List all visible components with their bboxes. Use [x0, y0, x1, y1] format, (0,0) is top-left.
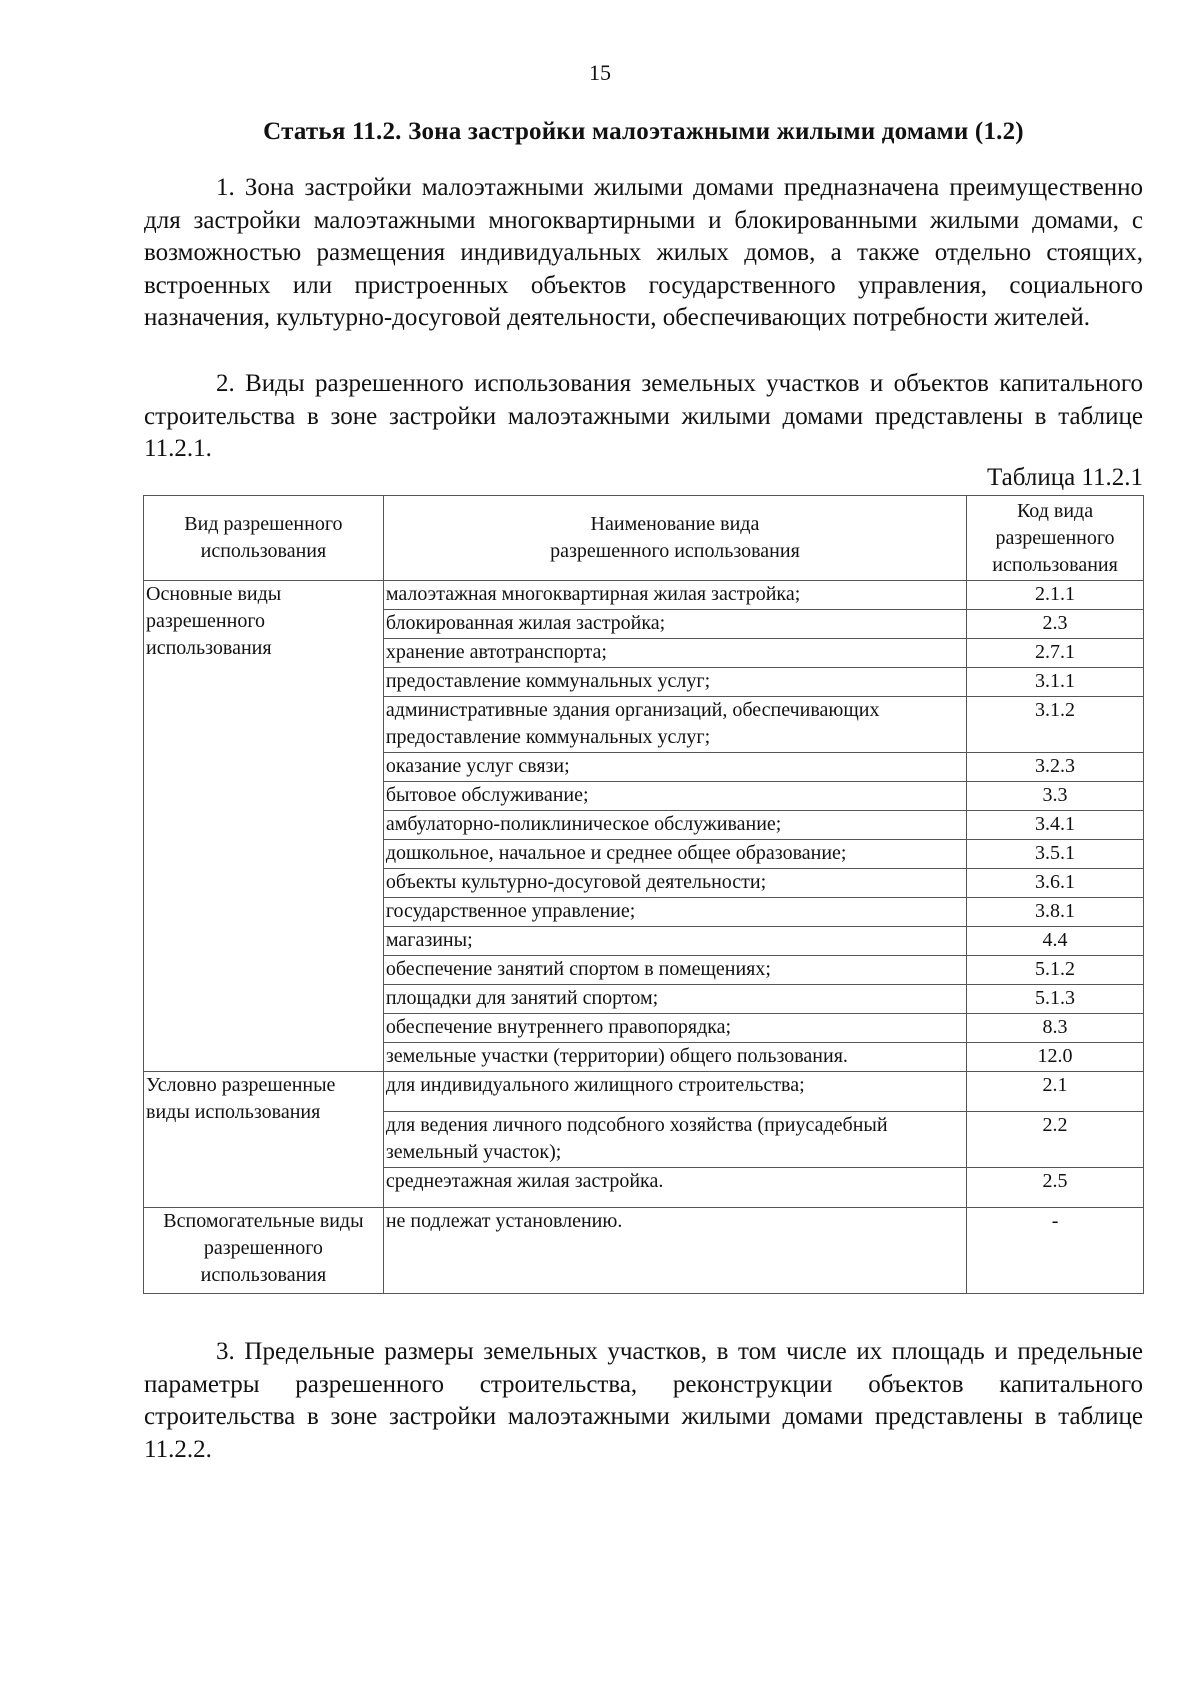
header-use-name-line2: разрешенного использования [550, 540, 800, 562]
use-code: 2.1 [967, 1072, 1144, 1112]
header-use-type: Вид разрешенного использования [144, 496, 384, 581]
use-code: 2.5 [967, 1168, 1144, 1208]
use-name: дошкольное, начальное и среднее общее образование; [383, 840, 966, 869]
use-name: обеспечение занятий спортом в помещениях; [383, 956, 966, 985]
paragraph-3: 3. Предельные размеры земельных участков, в том числе их площадь и предельные параметры разрешенного строительства, реконструкции объектов капитального строительства в зоне застройки малоэтажными жилыми домами представлены в таблице 11.2.2. [144, 1338, 1143, 1463]
use-code: - [967, 1208, 1144, 1294]
use-name: не подлежат установлению. [383, 1208, 966, 1294]
use-code: 8.3 [967, 1014, 1144, 1043]
use-code: 2.2 [967, 1112, 1144, 1168]
use-name: государственное управление; [383, 898, 966, 927]
use-code: 2.7.1 [967, 639, 1144, 668]
use-code: 5.1.3 [967, 985, 1144, 1014]
use-code: 12.0 [967, 1043, 1144, 1072]
table-header-row [144, 496, 1144, 581]
paragraph-1: 1. Зона застройки малоэтажными жилыми домами предназначена преимущественно для застройки малоэтажными многоквартирными и блокированными жилыми домами, с возможностью размещения индивидуальных жилых домов, а также отдельно стоящих, встроенных или пристроенных объектов государственного управления, социального назначения, культурно-досуговой деятельности, обеспечивающих потребности жителей. [144, 174, 1143, 331]
use-code: 3.5.1 [967, 840, 1144, 869]
table-row [144, 1208, 1144, 1294]
use-code: 3.2.3 [967, 753, 1144, 782]
page-number: 15 [589, 60, 611, 85]
group-label-auxiliary: Вспомогательные виды разрешенного использования [144, 1208, 384, 1294]
permitted-uses-table [143, 495, 1144, 1294]
table-row [144, 1072, 1144, 1112]
use-name: хранение автотранспорта; [383, 639, 966, 668]
header-use-name-line1: Наименование вида [590, 513, 760, 535]
header-use-name [383, 496, 966, 581]
use-code: 3.4.1 [967, 811, 1144, 840]
use-code: 3.1.1 [967, 668, 1144, 697]
use-name: блокированная жилая застройка; [383, 610, 966, 639]
use-name: амбулаторно-поликлиническое обслуживание; [383, 811, 966, 840]
use-name: площадки для занятий спортом; [383, 985, 966, 1014]
use-code: 3.1.2 [967, 697, 1144, 753]
use-name: обеспечение внутреннего правопорядка; [383, 1014, 966, 1043]
use-name: магазины; [383, 927, 966, 956]
header-use-code: Код вида разрешенного использования [967, 496, 1144, 581]
use-name: оказание услуг связи; [383, 753, 966, 782]
use-name: предоставление коммунальных услуг; [383, 668, 966, 697]
use-name: малоэтажная многоквартирная жилая застройка; [383, 581, 966, 610]
use-name: для индивидуального жилищного строительства; [383, 1072, 966, 1112]
use-code: 3.3 [967, 782, 1144, 811]
use-name: объекты культурно-досуговой деятельности; [383, 869, 966, 898]
use-name: земельные участки (территории) общего пользования. [383, 1043, 966, 1072]
use-name: бытовое обслуживание; [383, 782, 966, 811]
use-code: 4.4 [967, 927, 1144, 956]
use-code: 2.1.1 [967, 581, 1144, 610]
use-name: административные здания организаций, обеспечивающих предоставление коммунальных услуг; [383, 697, 966, 753]
use-code: 5.1.2 [967, 956, 1144, 985]
group-label-main: Основные виды разрешенного использования [144, 581, 384, 1072]
table-caption: Таблица 11.2.1 [987, 464, 1143, 491]
use-name: для ведения личного подсобного хозяйства (приусадебный земельный участок); [383, 1112, 966, 1168]
use-code: 3.6.1 [967, 869, 1144, 898]
article-title: Статья 11.2. Зона застройки малоэтажными жилыми домами (1.2) [263, 118, 1024, 145]
paragraph-2: 2. Виды разрешенного использования земельных участков и объектов капитального строительства в зоне застройки малоэтажными жилыми домами представлены в таблице 11.2.1. [144, 370, 1143, 462]
use-code: 2.3 [967, 610, 1144, 639]
use-code: 3.8.1 [967, 898, 1144, 927]
use-name: среднеэтажная жилая застройка. [383, 1168, 966, 1208]
group-label-conditional: Условно разрешенные виды использования [144, 1072, 384, 1208]
table-row [144, 581, 1144, 610]
